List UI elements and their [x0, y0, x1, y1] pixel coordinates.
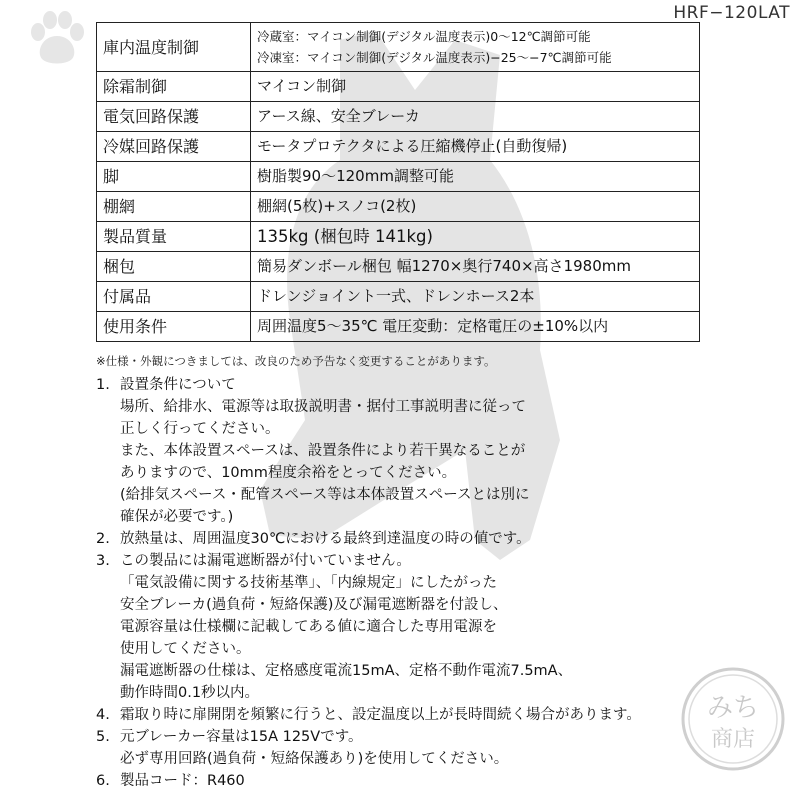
note-line: (給排気スペース・配管スペース等は本体設置スペースとは別に	[120, 487, 530, 503]
spec-value-line: 冷凍室：マイコン制御(デジタル温度表示)−25〜−7℃調節可能	[257, 50, 612, 65]
note-line: 漏電遮断器の仕様は、定格感度電流15mA、定格不動作電流7.5mA、	[120, 663, 573, 679]
note-line: 必ず専用回路(過負荷・短絡保護あり)を使用してください。	[120, 751, 509, 767]
note-number: 5.	[96, 729, 110, 745]
spec-row-operating-conditions	[97, 312, 700, 342]
note-item	[96, 704, 641, 726]
spec-key: 除霜制御	[97, 72, 251, 102]
note-line: 確保が必要です。)	[120, 509, 234, 525]
spec-row-accessories	[97, 282, 700, 312]
spec-value: マイコン制御	[251, 72, 700, 102]
note-number: 2.	[96, 531, 110, 547]
note-item	[96, 550, 641, 704]
spec-value: アース線、安全ブレーカ	[251, 102, 700, 132]
note-line: 電源容量は仕様欄に記載してある値に適合した専用電源を	[120, 619, 497, 635]
spec-key: 棚網	[97, 192, 251, 222]
note-line: 放熱量は、周囲温度30℃における最終到達温度の時の値です。	[120, 531, 531, 547]
spec-row-refrigerant-protection	[97, 132, 700, 162]
spec-value: ドレンジョイント一式、ドレンホース2本	[251, 282, 700, 312]
spec-row-shelves	[97, 192, 700, 222]
spec-key: 付属品	[97, 282, 251, 312]
note-line: 霜取り時に扉開閉を頻繁に行うと、設定温度以上が長時間続く場合があります。	[120, 707, 641, 723]
note-item	[96, 726, 641, 770]
spec-value: 135kg (梱包時 141kg)	[251, 222, 700, 252]
spec-value-line: 冷蔵室：マイコン制御(デジタル温度表示)0〜12℃調節可能	[257, 29, 591, 44]
svg-text:商店: 商店	[710, 727, 756, 752]
note-line: 安全ブレーカ(過負荷・短絡保護)及び漏電遮断器を付設し、	[120, 597, 508, 613]
spec-row-weight	[97, 222, 700, 252]
note-line: 設置条件について	[120, 377, 236, 393]
spec-row-electrical-protection	[97, 102, 700, 132]
note-number: 3.	[96, 553, 110, 569]
spec-change-notice: ※仕様・外観につきましては、改良のため予告なく変更することがあります。	[96, 354, 496, 368]
model-number: HRF−120LAT	[673, 3, 790, 23]
notes-list	[96, 374, 641, 792]
note-line: 正しく行ってください。	[120, 421, 280, 437]
note-line: ありますので、10mm程度余裕をとってください。	[120, 465, 457, 481]
spec-key: 電気回路保護	[97, 102, 251, 132]
spec-value: 簡易ダンボール梱包 幅1270×奥行740×高さ1980mm	[251, 252, 700, 282]
paw-logo-icon	[28, 10, 86, 68]
spec-row-defrost	[97, 72, 700, 102]
note-item	[96, 374, 641, 528]
note-line: この製品には漏電遮断器が付いていません。	[120, 553, 411, 569]
note-line: 使用してください。	[120, 641, 251, 657]
shop-seal-icon	[678, 664, 788, 774]
spec-table	[96, 22, 700, 342]
note-number: 6.	[96, 773, 110, 789]
note-line: 「電気設備に関する技術基準」、「内線規定」にしたがった	[120, 575, 497, 591]
note-number: 4.	[96, 707, 110, 723]
spec-key: 製品質量	[97, 222, 251, 252]
spec-row-temperature	[97, 23, 700, 72]
note-line: 元ブレーカー容量は15A 125Vです。	[120, 729, 363, 745]
note-item	[96, 528, 641, 550]
spec-key: 梱包	[97, 252, 251, 282]
svg-text:みち: みち	[706, 693, 760, 723]
note-line: また、本体設置スペースは、設置条件により若干異なることが	[120, 443, 526, 459]
spec-key: 使用条件	[97, 312, 251, 342]
spec-value: 棚網(5枚)+スノコ(2枚)	[251, 192, 700, 222]
spec-key: 庫内温度制御	[97, 23, 251, 72]
spec-row-legs	[97, 162, 700, 192]
spec-row-packaging	[97, 252, 700, 282]
spec-key: 脚	[97, 162, 251, 192]
spec-value: モータプロテクタによる圧縮機停止(自動復帰)	[251, 132, 700, 162]
spec-value: 周囲温度5〜35℃ 電圧変動：定格電圧の±10%以内	[251, 312, 700, 342]
spec-value: 樹脂製90〜120mm調整可能	[251, 162, 700, 192]
note-item	[96, 770, 641, 792]
note-line: 製品コード：R460	[120, 773, 245, 789]
spec-key: 冷媒回路保護	[97, 132, 251, 162]
note-line: 動作時間0.1秒以内。	[120, 685, 260, 701]
note-line: 場所、給排水、電源等は取扱説明書・据付工事説明書に従って	[120, 399, 526, 415]
note-number: 1.	[96, 377, 110, 393]
spec-value	[251, 23, 700, 72]
